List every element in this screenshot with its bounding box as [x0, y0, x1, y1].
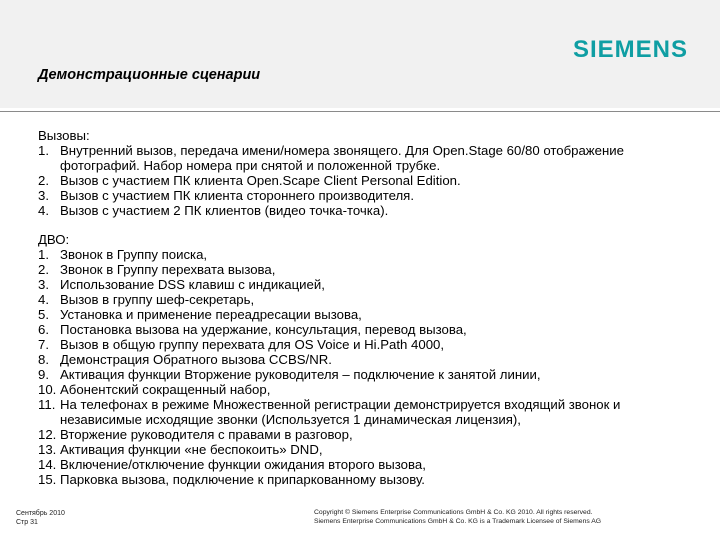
- item-number: 9.: [38, 367, 49, 382]
- item-number: 1.: [38, 247, 49, 262]
- features-heading: ДВО:: [38, 232, 70, 247]
- list-item: [38, 457, 698, 472]
- item-text: Звонок в Группу перехвата вызова,: [60, 262, 276, 277]
- item-text: Постановка вызова на удержание, консультация, перевод вызова,: [60, 322, 467, 337]
- list-item: [38, 143, 698, 173]
- footer-left: [16, 509, 65, 527]
- page-title: Демонстрационные сценарии: [38, 67, 261, 83]
- list-item: [38, 472, 698, 487]
- list-item: [38, 262, 698, 277]
- item-number: 8.: [38, 352, 49, 367]
- item-text: Вызов с участием ПК клиента стороннего производителя.: [60, 188, 414, 203]
- calls-heading: Вызовы:: [38, 128, 90, 143]
- item-text: Активация функции «не беспокоить» DND,: [60, 442, 323, 457]
- item-number: 5.: [38, 307, 49, 322]
- features-section: [38, 232, 698, 487]
- item-number: 4.: [38, 292, 49, 307]
- siemens-logo: SIEMENS: [573, 36, 689, 63]
- item-text: Абонентский сокращенный набор,: [60, 382, 271, 397]
- header-divider: [0, 111, 720, 112]
- item-text: Парковка вызова, подключение к припаркованному вызову.: [60, 472, 425, 487]
- list-item: [38, 173, 698, 188]
- item-text: Звонок в Группу поиска,: [60, 247, 208, 262]
- list-item: [38, 397, 698, 427]
- slide-content: [38, 128, 698, 487]
- item-number: 13.: [38, 442, 57, 457]
- list-item: [38, 427, 698, 442]
- list-item: [38, 352, 698, 367]
- item-text: Вторжение руководителя с правами в разговор,: [60, 427, 353, 442]
- item-number: 3.: [38, 277, 49, 292]
- item-number: 10.: [38, 382, 57, 397]
- item-text: Установка и применение переадресации вызова,: [60, 307, 362, 322]
- list-item: [38, 367, 698, 382]
- list-item: [38, 188, 698, 203]
- item-number: 6.: [38, 322, 49, 337]
- item-text: Включение/отключение функции ожидания второго вызова,: [60, 457, 426, 472]
- list-item: [38, 247, 698, 262]
- item-number: 14.: [38, 457, 57, 472]
- list-item: [38, 307, 698, 322]
- item-text: На телефонах в режиме Множественной регистрации демонстрируется входящий звонок и независимые исходящие звонки (Используется 1 динамическая лицензия),: [60, 397, 621, 427]
- features-list: [38, 247, 698, 487]
- footer-page-number: Стр 31: [16, 519, 38, 526]
- footer-copyright: Copyright © Siemens Enterprise Communications GmbH & Co. KG 2010. All rights reserved.: [314, 509, 593, 516]
- list-item: [38, 277, 698, 292]
- item-number: 1.: [38, 143, 49, 158]
- item-text: Использование DSS клавиш с индикацией,: [60, 277, 325, 292]
- list-item: [38, 203, 698, 218]
- item-number: 3.: [38, 188, 49, 203]
- list-item: [38, 337, 698, 352]
- item-number: 4.: [38, 203, 49, 218]
- list-item: [38, 382, 698, 397]
- item-number: 11.: [38, 397, 56, 412]
- list-item: [38, 322, 698, 337]
- item-text: Вызов с участием ПК клиента Open.Scape Client Personal Edition.: [60, 173, 461, 188]
- item-text: Внутренний вызов, передача имени/номера звонящего. Для Open.Stage 60/80 отображение фотографий. Набор номера при снятой и положенной трубке.: [60, 143, 624, 173]
- footer-date: Сентябрь 2010: [16, 510, 65, 517]
- list-item: [38, 442, 698, 457]
- calls-section: [38, 128, 698, 218]
- footer-right: [314, 508, 601, 526]
- calls-list: [38, 143, 698, 218]
- item-number: 12.: [38, 427, 57, 442]
- item-number: 2.: [38, 262, 49, 277]
- list-item: [38, 292, 698, 307]
- item-text: Вызов в общую группу перехвата для OS Voice и Hi.Path 4000,: [60, 337, 445, 352]
- footer-trademark: Siemens Enterprise Communications GmbH & Co. KG is a Trademark Licensee of Siemens AG: [314, 518, 602, 525]
- item-text: Демонстрация Обратного вызова CCBS/NR.: [60, 352, 332, 367]
- item-text: Активация функции Вторжение руководителя – подключение к занятой линии,: [60, 367, 541, 382]
- item-text: Вызов с участием 2 ПК клиентов (видео точка-точка).: [60, 203, 389, 218]
- item-number: 7.: [38, 337, 49, 352]
- item-number: 15.: [38, 472, 57, 487]
- item-text: Вызов в группу шеф-секретарь,: [60, 292, 255, 307]
- item-number: 2.: [38, 173, 49, 188]
